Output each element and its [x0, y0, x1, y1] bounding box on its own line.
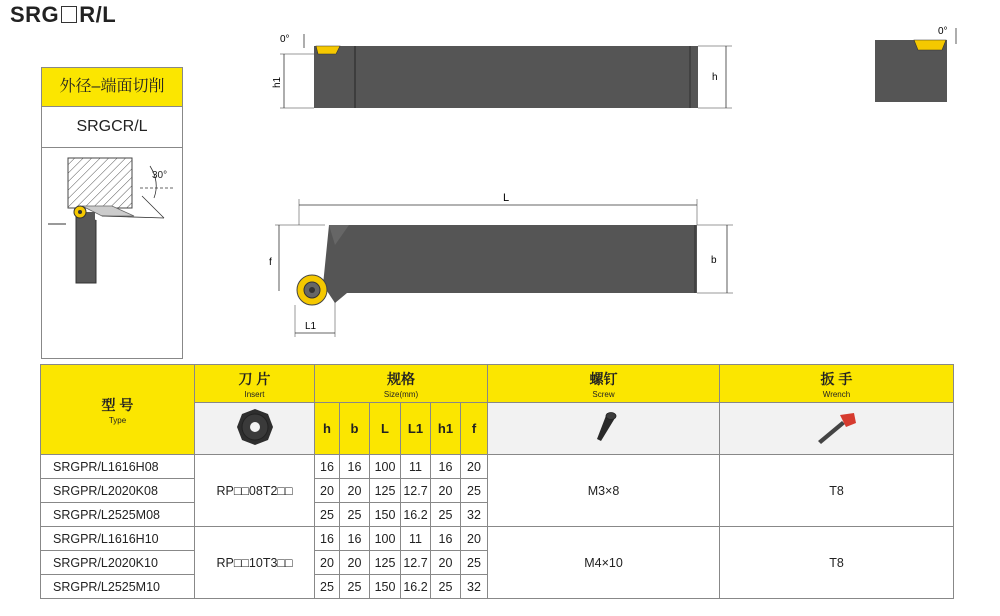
dim-cell: 25 — [340, 575, 370, 599]
dim-cell: 16 — [340, 527, 370, 551]
dim-header-b: b — [340, 403, 370, 455]
header-size: 规格 Size(mm) — [315, 365, 488, 403]
dim-cell: 16 — [315, 455, 340, 479]
wrench-cell: T8 — [720, 455, 954, 527]
model-cell: SRGPR/L2020K10 — [41, 551, 195, 575]
angle-top-label: 0° — [280, 34, 290, 45]
tool-end-view — [870, 20, 980, 110]
dim-cell: 125 — [370, 551, 401, 575]
screw-cell: M3×8 — [488, 455, 720, 527]
tool-bottom-view — [265, 185, 745, 345]
dim-cell: 20 — [431, 479, 461, 503]
dim-b-label: b — [711, 255, 717, 266]
dim-cell: 25 — [431, 575, 461, 599]
dim-header-h1: h1 — [431, 403, 461, 455]
dim-cell: 11 — [401, 527, 431, 551]
dim-cell: 25 — [340, 503, 370, 527]
dim-cell: 125 — [370, 479, 401, 503]
category-model: SRGCR/L — [42, 107, 182, 148]
dim-cell: 32 — [461, 575, 488, 599]
dim-cell: 150 — [370, 575, 401, 599]
dim-cell: 20 — [315, 479, 340, 503]
dim-header-h: h — [315, 403, 340, 455]
round-insert-icon — [235, 407, 275, 447]
category-header: 外径–端面切削 — [42, 68, 182, 107]
dim-header-f: f — [461, 403, 488, 455]
dim-cell: 16 — [431, 455, 461, 479]
dim-h1-label: h1 — [272, 76, 283, 88]
angle-30-label: 30° — [152, 170, 168, 181]
dim-cell: 150 — [370, 503, 401, 527]
screw-cell: M4×10 — [488, 527, 720, 599]
dim-cell: 100 — [370, 527, 401, 551]
wrench-icon — [812, 409, 862, 445]
dim-cell: 100 — [370, 455, 401, 479]
model-cell: SRGPR/L1616H08 — [41, 455, 195, 479]
dim-cell: 12.7 — [401, 551, 431, 575]
dim-cell: 16 — [431, 527, 461, 551]
dim-L1-label: L1 — [305, 321, 317, 332]
wrench-cell: T8 — [720, 527, 954, 599]
header-wrench: 扳 手 Wrench — [720, 365, 954, 403]
model-cell: SRGPR/L1616H10 — [41, 527, 195, 551]
header-screw: 螺钉 Screw — [488, 365, 720, 403]
cutting-diagram — [42, 148, 182, 358]
dim-cell: 25 — [315, 503, 340, 527]
dim-h-label: h — [712, 72, 718, 83]
insert-cell: RP□□08T2□□ — [195, 455, 315, 527]
spec-table — [40, 364, 954, 599]
model-cell: SRGPR/L2020K08 — [41, 479, 195, 503]
tool-top-view — [260, 20, 750, 120]
title-placeholder-box — [61, 6, 77, 23]
dim-cell: 16 — [340, 455, 370, 479]
angle-side-label: 0° — [938, 26, 948, 37]
page-title — [10, 2, 116, 28]
category-panel — [41, 67, 183, 359]
title-suffix: R/L — [79, 2, 117, 27]
header-type: 型 号 Type — [41, 365, 195, 455]
wrench-image-cell — [720, 403, 954, 455]
dim-cell: 20 — [340, 551, 370, 575]
table-row — [41, 455, 954, 479]
dim-header-L: L — [370, 403, 401, 455]
dim-cell: 12.7 — [401, 479, 431, 503]
dim-cell: 16.2 — [401, 575, 431, 599]
dim-cell: 25 — [461, 479, 488, 503]
dim-cell: 16.2 — [401, 503, 431, 527]
dim-cell: 25 — [461, 551, 488, 575]
dim-cell: 25 — [315, 575, 340, 599]
dim-L-label: L — [503, 192, 510, 204]
dim-cell: 16 — [315, 527, 340, 551]
dim-cell: 20 — [431, 551, 461, 575]
header-insert: 刀 片 Insert — [195, 365, 315, 403]
screw-icon — [589, 409, 619, 445]
insert-image-cell — [195, 403, 315, 455]
insert-cell: RP□□10T3□□ — [195, 527, 315, 599]
table-row — [41, 527, 954, 551]
model-cell: SRGPR/L2525M08 — [41, 503, 195, 527]
dim-cell: 20 — [461, 527, 488, 551]
dim-f-label: f — [269, 257, 272, 268]
dim-cell: 20 — [461, 455, 488, 479]
dim-cell: 20 — [340, 479, 370, 503]
dim-header-L1: L1 — [401, 403, 431, 455]
screw-image-cell — [488, 403, 720, 455]
title-prefix: SRG — [10, 2, 60, 27]
dim-cell: 11 — [401, 455, 431, 479]
dim-cell: 20 — [315, 551, 340, 575]
dim-cell: 32 — [461, 503, 488, 527]
dim-cell: 25 — [431, 503, 461, 527]
model-cell: SRGPR/L2525M10 — [41, 575, 195, 599]
